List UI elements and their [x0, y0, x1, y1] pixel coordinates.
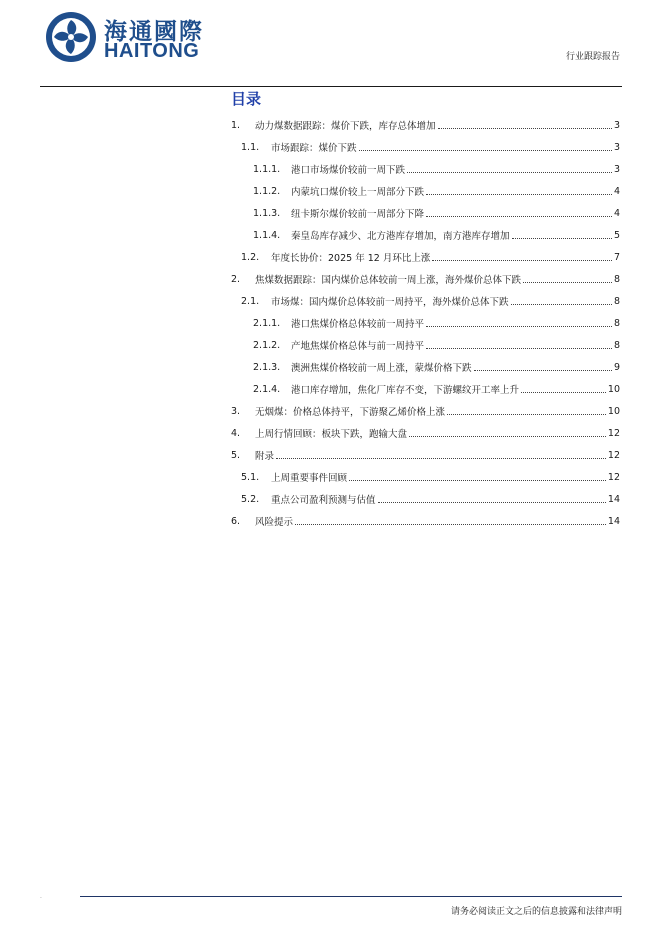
toc-entry[interactable] [231, 290, 620, 312]
toc-leader-dots [438, 128, 612, 129]
toc-entry[interactable] [231, 378, 620, 400]
toc-entry-text: 秦皇岛库存减少、北方港库存增加，南方港库存增加 [291, 231, 510, 242]
footer-disclaimer: 请务必阅读正文之后的信息披露和法律声明 [450, 907, 622, 917]
toc-entry-text: 港口市场煤价较前一周下跌 [291, 165, 406, 176]
toc-entry-text: 附录 [255, 451, 275, 462]
toc-entry-page: 8 [613, 317, 620, 329]
toc-leader-dots [447, 414, 606, 415]
toc-entry[interactable] [231, 356, 620, 378]
toc-entry-text: 上周重要事件回顾 [271, 473, 348, 484]
toc-entry-page: 8 [613, 339, 620, 351]
toc-leader-dots [511, 304, 612, 305]
toc-entry-page: 3 [613, 141, 620, 153]
toc-entry-page: 12 [607, 427, 620, 439]
toc-entry[interactable] [231, 510, 620, 532]
toc-entry[interactable] [231, 246, 620, 268]
toc-leader-dots [474, 370, 612, 371]
toc-entry-number: 2. [231, 273, 241, 285]
toc-leader-dots [378, 502, 606, 503]
toc-entry-page: 8 [613, 295, 620, 307]
toc-entry[interactable] [231, 158, 620, 180]
toc-entry[interactable] [231, 334, 620, 356]
toc-entry-text: 澳洲焦煤价格较前一周上涨，蒙煤价格下跌 [291, 363, 472, 374]
toc-entry[interactable] [231, 422, 620, 444]
toc-entry-page: 4 [613, 207, 620, 219]
toc-entry[interactable] [231, 180, 620, 202]
toc-entry-number: 1.1.3. [253, 207, 281, 219]
toc-entry-text: 港口焦煤价格总体较前一周持平 [291, 319, 425, 330]
haitong-logo [44, 10, 204, 66]
toc-entry-number: 3. [231, 405, 241, 417]
toc-entry[interactable] [231, 136, 620, 158]
toc-entry-page: 10 [607, 405, 620, 417]
toc-entry[interactable] [231, 312, 620, 334]
toc-entry[interactable] [231, 466, 620, 488]
toc-entry-number: 4. [231, 427, 241, 439]
toc-entry[interactable] [231, 268, 620, 290]
toc-entry-page: 3 [613, 163, 620, 175]
toc-entry-number: 1.1.1. [253, 163, 281, 175]
toc-leader-dots [521, 392, 606, 393]
toc-leader-dots [407, 172, 612, 173]
haitong-emblem-icon [44, 10, 98, 64]
toc-entry-number: 2.1.4. [253, 383, 281, 395]
toc-leader-dots [359, 150, 612, 151]
toc-leader-dots [276, 458, 606, 459]
logo-chinese-name: 海通國際 [104, 19, 204, 45]
toc-entry-number: 6. [231, 515, 241, 527]
report-type-label: 行业跟踪报告 [565, 52, 620, 62]
toc-entry-text: 纽卡斯尔煤价较前一周部分下降 [291, 209, 425, 220]
toc-leader-dots [295, 524, 606, 525]
toc-entry[interactable] [231, 444, 620, 466]
toc-entry-page: 5 [613, 229, 620, 241]
toc-entry-text: 市场煤：国内煤价总体较前一周持平，海外煤价总体下跌 [271, 297, 509, 308]
toc-entry-text: 产地焦煤价格总体与前一周持平 [291, 341, 425, 352]
toc-entry-number: 5. [231, 449, 241, 461]
toc-entry-number: 1.2. [241, 251, 260, 263]
footer-mark: . [40, 893, 42, 900]
toc-entry-text: 上周行情回顾：板块下跌，跑输大盘 [255, 429, 408, 440]
toc-entry-page: 12 [607, 471, 620, 483]
toc-leader-dots [409, 436, 606, 437]
toc-entry-number: 1.1.4. [253, 229, 281, 241]
toc-entry-page: 10 [607, 383, 620, 395]
toc-entry-text: 重点公司盈利预测与估值 [271, 495, 376, 506]
toc-entry-page: 9 [613, 361, 620, 373]
toc-title: 目录 [231, 90, 262, 108]
logo-english-name: HAITONG [104, 40, 200, 62]
toc-leader-dots [349, 480, 606, 481]
toc-entry-text: 年度长协价：2025 年 12 月环比上涨 [271, 253, 431, 264]
toc-entry-number: 2.1. [241, 295, 260, 307]
toc-leader-dots [426, 194, 612, 195]
toc-entry-text: 市场跟踪：煤价下跌 [271, 143, 357, 154]
toc-entry[interactable] [231, 488, 620, 510]
toc-entry[interactable] [231, 202, 620, 224]
toc-leader-dots [426, 326, 612, 327]
toc-entry-page: 14 [607, 515, 620, 527]
toc-entry-number: 1. [231, 119, 241, 131]
toc-entry-page: 12 [607, 449, 620, 461]
toc-entry-page: 8 [613, 273, 620, 285]
toc-entry-number: 2.1.1. [253, 317, 281, 329]
toc-entry[interactable] [231, 224, 620, 246]
toc-entry-number: 1.1. [241, 141, 260, 153]
toc-leader-dots [432, 260, 612, 261]
toc-entry-number: 1.1.2. [253, 185, 281, 197]
toc-entry[interactable] [231, 400, 620, 422]
toc-entry-text: 无烟煤：价格总体持平，下游聚乙烯价格上涨 [255, 407, 446, 418]
toc-entry-number: 5.1. [241, 471, 260, 483]
toc-leader-dots [523, 282, 612, 283]
toc-entry-number: 2.1.3. [253, 361, 281, 373]
toc-entry-page: 3 [613, 119, 620, 131]
toc-entry-number: 5.2. [241, 493, 260, 505]
toc-leader-dots [512, 238, 612, 239]
header-divider [40, 86, 622, 87]
toc-entry-text: 焦煤数据跟踪：国内煤价总体较前一周上涨，海外煤价总体下跌 [255, 275, 522, 286]
toc-entry-number: 2.1.2. [253, 339, 281, 351]
toc-entry-page: 4 [613, 185, 620, 197]
toc-leader-dots [426, 348, 612, 349]
toc-leader-dots [426, 216, 612, 217]
toc-entry-text: 港口库存增加，焦化厂库存不变，下游螺纹开工率上升 [291, 385, 520, 396]
toc-entry-page: 14 [607, 493, 620, 505]
toc-entry-text: 风险提示 [255, 517, 294, 528]
table-of-contents [231, 114, 620, 532]
toc-entry[interactable] [231, 114, 620, 136]
toc-entry-text: 内蒙坑口煤价较上一周部分下跌 [291, 187, 425, 198]
toc-entry-page: 7 [613, 251, 620, 263]
toc-entry-text: 动力煤数据跟踪：煤价下跌，库存总体增加 [255, 121, 436, 132]
footer-divider [80, 896, 622, 897]
